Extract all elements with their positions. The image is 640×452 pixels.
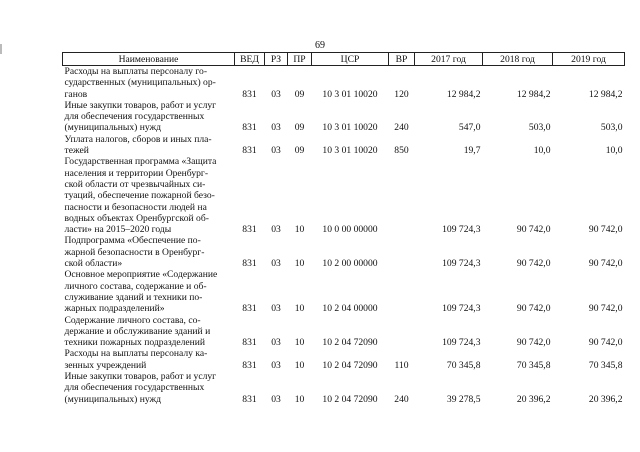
cell-name-line: (муниципальных) нужд: [64, 393, 162, 405]
cell-pr: 10: [294, 303, 305, 315]
table-header-row: [63, 53, 625, 66]
cell-ved: 831: [242, 224, 257, 236]
cell-csr: 10 2 04 72090: [322, 393, 378, 405]
cell-csr: 10 2 00 00000: [322, 258, 378, 270]
cell-rz: 03: [271, 359, 281, 371]
cell-2017: 109 724,3: [442, 258, 481, 270]
cell-vr: [389, 235, 415, 269]
cell-name-line: (муниципальных) нужд: [64, 122, 162, 134]
cell-2019: 90 742,0: [588, 337, 623, 349]
cell-vr: [389, 315, 415, 349]
table-row: [63, 348, 625, 371]
cell-name-line: сударственных (муниципальных) ор-: [64, 77, 216, 89]
cell-ved: 831: [242, 337, 257, 349]
cell-rz: 03: [271, 303, 281, 315]
cell-csr: 10 2 04 72090: [322, 359, 378, 371]
cell-csr: 10 2 04 00000: [322, 303, 378, 315]
cell-2017: 39 278,5: [446, 393, 481, 405]
table-row: [63, 235, 625, 269]
cell-rz: 03: [271, 224, 281, 236]
cell-name-line: техники пожарных подразделений: [64, 337, 206, 349]
cell-pr: 10: [294, 224, 305, 236]
cell-2019: 90 742,0: [588, 224, 623, 236]
cell-rz: 03: [271, 145, 281, 157]
cell-ved: 831: [242, 359, 257, 371]
cell-pr: 09: [294, 145, 305, 157]
cell-2018: 90 742,0: [516, 224, 551, 236]
cell-name-line: жарных подразделений»: [64, 303, 165, 315]
budget-table: [62, 52, 625, 405]
table-row: [63, 156, 625, 235]
cell-name: [63, 315, 235, 349]
table-row: [63, 66, 625, 100]
cell-vr: 240: [394, 393, 409, 405]
cell-csr: 10 2 04 72090: [322, 337, 378, 349]
cell-rz: 03: [271, 337, 281, 349]
cell-name-line: Иные закупки товаров, работ и услуг: [64, 371, 217, 383]
cell-vr: 240: [394, 122, 409, 134]
cell-name-line: пасности и безопасности людей на: [64, 201, 207, 213]
cell-2018: 20 396,2: [516, 393, 551, 405]
cell-2019: 90 742,0: [588, 258, 623, 270]
cell-2018: 12 984,2: [516, 88, 551, 100]
cell-name-line: держание и обслуживание зданий и: [64, 325, 211, 337]
header-pr: ПР: [288, 53, 312, 66]
cell-name: [63, 156, 235, 235]
cell-name-line: населения и территории Оренбург-: [64, 167, 209, 179]
cell-2017: 12 984,2: [446, 88, 481, 100]
cell-ved: 831: [242, 393, 257, 405]
cell-name-line: Расходы на выплаты персоналу го-: [64, 66, 208, 77]
cell-name: [63, 235, 235, 269]
cell-ved: 831: [242, 145, 257, 157]
cell-2018: 503,0: [528, 122, 551, 134]
cell-2017: 109 724,3: [442, 303, 481, 315]
cell-csr: 10 3 01 10020: [322, 88, 378, 100]
header-2019: 2019 год: [553, 53, 625, 66]
cell-name-line: Уплата налогов, сборов и иных пла-: [64, 133, 212, 145]
cell-name-line: Содержание личного состава, со-: [64, 314, 201, 326]
cell-2017: 547,0: [458, 122, 481, 134]
page-number: 69: [315, 40, 325, 51]
header-csr: ЦСР: [312, 53, 389, 66]
cell-vr: [389, 156, 415, 235]
cell-csr: 10 3 01 10020: [322, 145, 378, 157]
cell-vr: 850: [394, 145, 409, 157]
table-row: [63, 371, 625, 405]
cell-name-line: ласти» на 2015–2020 годы: [64, 224, 172, 236]
cell-name-line: для обеспечения государственных: [64, 382, 205, 394]
header-vr: ВР: [389, 53, 415, 66]
cell-2019: 70 345,8: [588, 359, 623, 371]
cell-2019: 503,0: [600, 122, 623, 134]
cell-name-line: служивание зданий и техники по-: [64, 291, 203, 303]
cell-name-line: ской области»: [64, 258, 123, 270]
cell-name-line: туаций, обеспечение пожарной безо-: [64, 190, 215, 202]
header-2017: 2017 год: [415, 53, 483, 66]
cell-name-line: тежей: [64, 145, 89, 157]
cell-2018: 90 742,0: [516, 258, 551, 270]
cell-2019: 90 742,0: [588, 303, 623, 315]
header-rz: РЗ: [265, 53, 288, 66]
cell-rz: 03: [271, 393, 281, 405]
cell-name-line: ганов: [64, 88, 88, 100]
cell-ved: 831: [242, 122, 257, 134]
cell-csr: 10 3 01 10020: [322, 122, 378, 134]
cell-2019: 10,0: [605, 145, 623, 157]
cell-rz: 03: [271, 122, 281, 134]
cell-name: [63, 100, 235, 134]
cell-name: [63, 66, 235, 100]
table-row: [63, 269, 625, 314]
cell-ved: 831: [242, 258, 257, 270]
cell-2018: 10,0: [533, 145, 551, 157]
cell-name: [63, 348, 235, 371]
cell-vr: 120: [394, 88, 409, 100]
cell-name-line: жарной безопасности в Оренбург-: [64, 246, 205, 258]
cell-2018: 90 742,0: [516, 303, 551, 315]
cell-rz: 03: [271, 258, 281, 270]
cell-name-line: зенных учреждений: [64, 359, 147, 371]
cell-name: [63, 134, 235, 157]
cell-2019: 12 984,2: [588, 88, 623, 100]
cell-vr: 110: [394, 359, 409, 371]
header-ved: ВЕД: [235, 53, 265, 66]
cell-2017: 109 724,3: [442, 224, 481, 236]
table-row: [63, 100, 625, 134]
cell-ved: 831: [242, 303, 257, 315]
cell-pr: 10: [294, 258, 305, 270]
cell-ved: 831: [242, 88, 257, 100]
cell-name: [63, 371, 235, 405]
cell-pr: 09: [294, 122, 305, 134]
cell-2019: 20 396,2: [588, 393, 623, 405]
table-row: [63, 315, 625, 349]
cell-name-line: Иные закупки товаров, работ и услуг: [64, 99, 217, 111]
cell-name-line: Расходы на выплаты персоналу ка-: [64, 348, 208, 360]
cell-name: [63, 269, 235, 314]
table-row: [63, 134, 625, 157]
cell-2017: 19,7: [463, 145, 481, 157]
cell-2017: 70 345,8: [446, 359, 481, 371]
cell-name-line: для обеспечения государственных: [64, 111, 205, 123]
cell-name-line: Подпрограмма «Обеспечение по-: [64, 235, 201, 247]
cell-name-line: личного состава, содержание и об-: [64, 280, 207, 292]
cell-name-line: водных объектах Оренбургской об-: [64, 212, 209, 224]
cell-2017: 109 724,3: [442, 337, 481, 349]
header-name: Наименование: [63, 53, 235, 66]
cell-pr: 10: [294, 337, 305, 349]
cell-2018: 70 345,8: [516, 359, 551, 371]
cell-pr: 09: [294, 88, 305, 100]
cell-pr: 10: [294, 359, 305, 371]
cell-2018: 90 742,0: [516, 337, 551, 349]
cell-csr: 10 0 00 00000: [322, 224, 378, 236]
cell-vr: [389, 269, 415, 314]
cell-rz: 03: [271, 88, 281, 100]
cell-pr: 10: [294, 393, 305, 405]
cell-name-line: ской области от чрезвычайных си-: [64, 178, 206, 190]
header-2018: 2018 год: [483, 53, 553, 66]
cell-name-line: Государственная программа «Защита: [64, 156, 217, 168]
cell-name-line: Основное мероприятие «Содержание: [64, 269, 218, 281]
